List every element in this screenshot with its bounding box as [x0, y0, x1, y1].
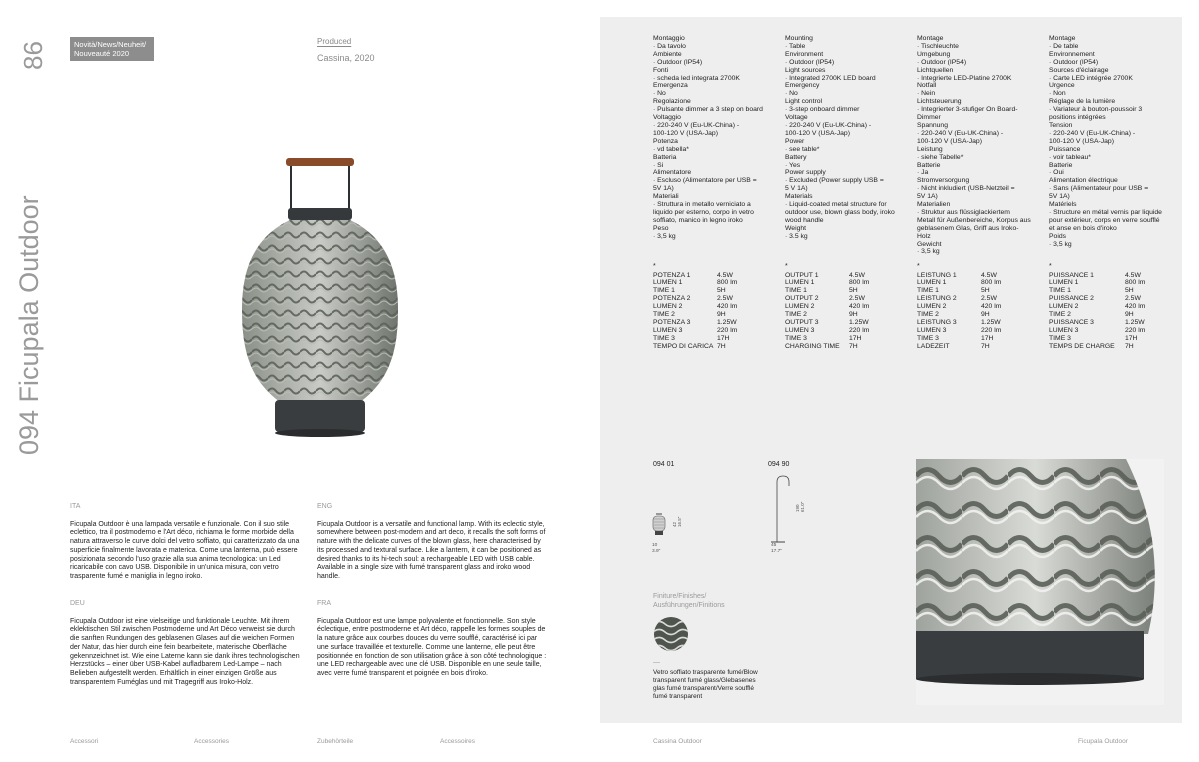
table-row: [1049, 272, 1145, 280]
row-key: OUTPUT 2: [785, 295, 819, 303]
table-row: [1049, 303, 1145, 311]
table-row: [917, 319, 1001, 327]
row-key: PUISSANCE 3: [1049, 318, 1094, 326]
table-row: [785, 335, 869, 343]
text-deu-body: Ficupala Outdoor ist eine vielseitige und funktionale Leuchte. Mit ihrem eklektischen Stil zwischen Postmoderne und Art Déco verweist sie durch die sanften Rundungen des geblasenen Glases auf die weichen Formen der Natur, das hier durch eine fein bearbeitete, materische Oberfläche gekennzeichnet ist. Wie eine Laterne kann sie dank ihres technologischen Herzstücks – einer über USB-Kabel aufladbarem Led-Lampe – nach Belieben aufgestellt werden. Erhältlich in einer einzigen Größe aus transparentem Fuméglas und mit Tragegriff aus Iroko-Holz.: [70, 617, 300, 687]
new-badge-line2: Nouveauté 2020: [74, 49, 130, 58]
table-row: [653, 311, 737, 319]
row-value: 2.5W: [1125, 295, 1141, 303]
model-drawing-09490: [765, 470, 815, 560]
table-row: [653, 335, 737, 343]
table-row: [785, 343, 869, 351]
table-row: [785, 272, 869, 280]
dim-height-cm: 42: [672, 521, 677, 527]
row-key: LUMEN 2: [917, 303, 947, 311]
row-value: 9H: [1125, 311, 1134, 319]
table-row: [917, 279, 1001, 287]
text-fra: [317, 600, 547, 679]
dim-width-cm: 45: [771, 543, 777, 548]
lamp-illustration: [220, 150, 420, 450]
row-key: TIME 1: [785, 287, 807, 295]
finishes-desc-1: Vetro soffiato trasparente fumé/Blow: [653, 668, 758, 676]
table-row: [917, 327, 1001, 335]
row-value: 220 lm: [717, 326, 738, 334]
row-key: LUMEN 3: [917, 326, 947, 334]
row-key: LUMEN 1: [1049, 279, 1079, 287]
dim-width-cm: 10: [652, 543, 658, 548]
lamp-glass-body: [242, 220, 398, 402]
page-number: 86: [18, 41, 48, 70]
model-drawing-09401: [650, 505, 690, 555]
table-row: [785, 303, 869, 311]
power-table-fra: [1049, 263, 1145, 351]
finishes-block: [653, 593, 773, 701]
table-row: [653, 272, 737, 280]
row-key: TIME 3: [1049, 334, 1071, 342]
row-value: 9H: [849, 311, 858, 319]
row-value: 17H: [717, 334, 730, 342]
row-value: 9H: [981, 311, 990, 319]
text-fra-body: Ficupala Outdoor est une lampe polyvalente et fonctionnelle. Son style éclectique, entre postmoderne et Art déco, rappelle les formes souples de la nature grâce aux courbes douces du verre soufflé, caractérisé ici par une surface travaillée et texturelle. Comme une lanterne, elle peut être positionnée en fonction de son utilisation grâce à son côté technologique : une LED rechargeable avec une clé USB. Disponible en une seule taille, avec verre fumé transparent et poignée en bois d'iroko.: [317, 617, 547, 678]
finishes-desc-3: glas fumé transparent/Verre soufflé: [653, 684, 755, 692]
footer-accessori: Accessori: [70, 738, 99, 745]
power-table-eng: [785, 263, 869, 351]
dim-width-in: 17.7": [771, 548, 783, 554]
row-value: 1.25W: [981, 318, 1001, 326]
table-star: *: [917, 263, 920, 270]
text-ita: [70, 503, 300, 582]
text-ita-label: ITA: [70, 503, 81, 510]
row-key: POTENZA 3: [653, 318, 691, 326]
row-value: 220 lm: [1125, 326, 1146, 334]
table-row: [785, 311, 869, 319]
row-value: 800 lm: [717, 279, 738, 287]
table-row: [1049, 287, 1145, 295]
row-key: OUTPUT 3: [785, 318, 819, 326]
row-key: TIME 2: [653, 311, 675, 319]
row-key: TIME 3: [785, 334, 807, 342]
row-value: 7H: [1125, 342, 1134, 350]
row-key: LUMEN 1: [653, 279, 683, 287]
table-row: [785, 319, 869, 327]
table-row: [653, 327, 737, 335]
power-table-ita: [653, 263, 737, 351]
table-row: [1049, 327, 1145, 335]
row-value: 5H: [717, 287, 726, 295]
row-value: 4.5W: [981, 271, 997, 279]
row-value: 17H: [849, 334, 862, 342]
dim-height-in: 61.0": [800, 501, 805, 512]
row-key: LUMEN 3: [653, 326, 683, 334]
row-value: 800 lm: [1125, 279, 1146, 287]
lamp-base: [275, 400, 365, 437]
table-row: [785, 279, 869, 287]
row-value: 9H: [717, 311, 726, 319]
table-row: [653, 343, 737, 351]
table-row: [1049, 335, 1145, 343]
row-value: 1.25W: [1125, 318, 1145, 326]
finishes-label-2: Ausführungen/Finitions: [653, 601, 725, 609]
table-row: [653, 303, 737, 311]
spec-column-ita: Montaggio · Da tavolo Ambiente · Outdoor (IP54) Fonti · scheda led integrata 2700K Emergenza · No Regolazione · Pulsante dimmer a 3 step on board Voltaggio · 220-240 V (Eu-UK-China) - 100-120 V (USA-Jap) Potenza · vd tabella* Batteria · Si Alimentatore · Escluso (Alimentatore per USB = 5V 1A) Materiali · Struttura in metallo verniciato a liquido per esterno, corpo in vetro soffiato, manico in legno iroko Peso · 3,5 kg: [653, 35, 763, 240]
table-row: [917, 311, 1001, 319]
table-row: [785, 287, 869, 295]
spec-column-eng: Mounting · Table Environment · Outdoor (IP54) Light sources · Integrated 2700K LED board Emergency · No Light control · 3-step onboard dimmer Voltage · 220-240 V (Eu-UK-China) - 100-120 V (USA-Jap) Power · see table* Battery · Yes Power supply · Excluded (Power supply USB = 5 V 1A) Materials · Liquid-coated metal structure for outdoor use, blown glass body, iroko wood handle Weight · 3.5 kg: [785, 35, 895, 240]
table-row: [917, 335, 1001, 343]
table-row: [917, 303, 1001, 311]
produced-block: [317, 37, 375, 63]
footer-zubehoerteile: Zubehörteile: [317, 738, 354, 745]
table-rows: [785, 272, 869, 351]
row-key: LUMEN 2: [785, 303, 815, 311]
model-code-09490: 094 90: [768, 461, 790, 468]
finishes-dash: —: [653, 659, 660, 666]
text-fra-label: FRA: [317, 600, 331, 607]
row-key: TEMPS DE CHARGE: [1049, 342, 1115, 350]
row-key: TIME 1: [1049, 287, 1071, 295]
text-eng-body: Ficupala Outdoor is a versatile and functional lamp. With its eclectic style, somewhere between post-modern and art deco, it recalls the soft forms of nature with the delicate curves of the blown glass, here characterised by its processed and textural surface. Like a lantern, it can be positioned as desired thanks to its hi-tech soul: a rechargeable LED with USB cable. Available in a single size with fumé transparent glass and iroko wood handle.: [317, 520, 546, 581]
dim-width: [771, 543, 782, 554]
row-key: LEISTUNG 1: [917, 271, 957, 279]
text-eng-label: ENG: [317, 503, 333, 510]
table-star: *: [653, 263, 656, 270]
finishes-desc-2: transparent fumé glass/Glebasenes: [653, 676, 756, 684]
row-key: PUISSANCE 1: [1049, 271, 1094, 279]
row-value: 1.25W: [717, 318, 737, 326]
row-key: TIME 3: [653, 334, 675, 342]
row-key: LUMEN 1: [917, 279, 947, 287]
table-row: [917, 295, 1001, 303]
row-key: LUMEN 3: [785, 326, 815, 334]
detail-photo: [916, 459, 1164, 705]
lamp-cap: [288, 208, 352, 220]
dim-width-in: 3.9": [652, 548, 661, 554]
row-key: TIME 1: [917, 287, 939, 295]
row-value: 5H: [1125, 287, 1134, 295]
row-value: 800 lm: [849, 279, 870, 287]
row-key: LUMEN 1: [785, 279, 815, 287]
finishes-label-1: Finiture/Finishes/: [653, 593, 707, 600]
lamp-handle: [286, 158, 354, 210]
row-value: 2.5W: [717, 295, 733, 303]
spec-column-fra: Montage · De table Environnement · Outdoor (IP54) Sources d'éclairage · Carte LED intégrée 2700K Urgence · Non Réglage de la lumière · Variateur à bouton-poussoir 3 positions intégrées Tension · 220-240 V (Eu-UK-China) - 100-120 V (USA-Jap) Puissance · voir tableau* Batterie · Oui Alimentation électrique · Sans (Alimentateur pour USB = 5V 1A) Matériels · Structure en métal vernis par liquide pour extérieur, corps en verre soufflé et anse en bois d'iroko Poids · 3,5 kg: [1049, 35, 1162, 248]
row-key: CHARGING TIME: [785, 342, 840, 350]
row-value: 220 lm: [981, 326, 1002, 334]
row-value: 2.5W: [849, 295, 865, 303]
produced-value: Cassina, 2020: [317, 53, 375, 63]
table-row: [917, 287, 1001, 295]
table-row: [653, 319, 737, 327]
row-key: LUMEN 2: [1049, 303, 1079, 311]
new-badge: [70, 37, 154, 61]
product-vertical-title: 094 Ficupala Outdoor: [14, 195, 44, 455]
row-key: TIME 3: [917, 334, 939, 342]
row-value: 2.5W: [981, 295, 997, 303]
row-value: 420 lm: [717, 303, 738, 311]
row-value: 7H: [981, 342, 990, 350]
row-key: OUTPUT 1: [785, 271, 819, 279]
row-value: 5H: [849, 287, 858, 295]
table-star: *: [1049, 263, 1052, 270]
row-key: TIME 2: [785, 311, 807, 319]
row-value: 4.5W: [1125, 271, 1141, 279]
table-rows: [917, 272, 1001, 351]
row-value: 4.5W: [849, 271, 865, 279]
dim-height: [672, 517, 682, 527]
glass-finish-swatch: [653, 616, 689, 652]
row-value: 420 lm: [1125, 303, 1146, 311]
table-lamp-icon: [652, 513, 666, 537]
table-row: [917, 343, 1001, 351]
footer-accessories: Accessories: [194, 738, 230, 745]
row-value: 17H: [981, 334, 994, 342]
text-eng: [317, 503, 547, 582]
dim-height-cm: 190: [795, 504, 800, 512]
row-key: LUMEN 2: [653, 303, 683, 311]
text-ita-body: Ficupala Outdoor è una lampada versatile e funzionale. Con il suo stile eclettico, tra il postmoderno e l'Art déco, richiama le forme morbide della natura attraverso le curve dolci del vetro soffiato, qui caratterizzato da una superficie finalmente lavorata e materica. Come una lanterna, può essere posizionata secondo l'uso grazie alla sua anima tecnologica: un Led ricaricabile con cavo USB. Disponibile in un'unica misura, con vetro trasparente fumé e maniglia in legno iroko.: [70, 520, 300, 581]
row-value: 1.25W: [849, 318, 869, 326]
finishes-desc-4: fumé transparent: [653, 692, 703, 700]
row-key: LEISTUNG 3: [917, 318, 957, 326]
table-row: [653, 279, 737, 287]
model-code-09401: 094 01: [653, 461, 675, 468]
row-key: TIME 2: [1049, 311, 1071, 319]
table-row: [653, 295, 737, 303]
table-row: [1049, 319, 1145, 327]
footer-accessoires: Accessoires: [440, 738, 476, 745]
floor-stand-icon: [767, 474, 797, 544]
row-key: LEISTUNG 2: [917, 295, 957, 303]
table-row: [1049, 279, 1145, 287]
row-value: 220 lm: [849, 326, 870, 334]
table-row: [785, 327, 869, 335]
table-row: [1049, 343, 1145, 351]
row-value: 800 lm: [981, 279, 1002, 287]
table-row: [1049, 295, 1145, 303]
row-value: 7H: [717, 342, 726, 350]
table-star: *: [785, 263, 788, 270]
dim-height-in: 16.5": [677, 516, 682, 527]
footer-collection: Cassina Outdoor: [653, 738, 702, 745]
row-value: 5H: [981, 287, 990, 295]
row-value: 7H: [849, 342, 858, 350]
text-deu: [70, 600, 300, 688]
row-key: TEMPO DI CARICA: [653, 342, 714, 350]
new-badge-line1: Novità/News/Neuheit/: [74, 40, 147, 49]
power-table-deu: [917, 263, 1001, 351]
produced-label: Produced: [317, 37, 352, 46]
row-key: LUMEN 3: [1049, 326, 1079, 334]
row-key: POTENZA 2: [653, 295, 691, 303]
row-key: PUISSANCE 2: [1049, 295, 1094, 303]
dim-width: [652, 543, 660, 554]
table-rows: [1049, 272, 1145, 351]
row-key: TIME 2: [917, 311, 939, 319]
spec-column-deu: Montage · Tischleuchte Umgebung · Outdoor (IP54) Lichtquellen · Integrierte LED-Platine 2700K Notfall · Nein Lichtsteuerung · Integrierter 3-stufiger On Board- Dimmer Spannung · 220-240 V (Eu-UK-China) - 100-120 V (USA-Jap) Leistung · siehe Tabelle* Batterie · Ja Stromversorgung · Nicht inkludiert (USB-Netzteil = 5V 1A) Materialien · Struktur aus flüssiglackiertem Metall für Außenbereiche, Korpus aus geblasenem Glas, Griff aus Iroko- Holz Gewicht · 3,5 kg: [917, 35, 1031, 256]
row-value: 17H: [1125, 334, 1138, 342]
dim-height: [795, 502, 805, 512]
table-row: [785, 295, 869, 303]
footer-product: Ficupala Outdoor: [1078, 738, 1128, 745]
table-row: [653, 287, 737, 295]
row-value: 4.5W: [717, 271, 733, 279]
row-key: POTENZA 1: [653, 271, 691, 279]
table-row: [1049, 311, 1145, 319]
row-key: LADEZEIT: [917, 342, 950, 350]
finishes-desc: [653, 669, 773, 701]
row-key: TIME 1: [653, 287, 675, 295]
row-value: 420 lm: [981, 303, 1002, 311]
table-rows: [653, 272, 737, 351]
row-value: 420 lm: [849, 303, 870, 311]
table-row: [917, 272, 1001, 280]
text-deu-label: DEU: [70, 600, 85, 607]
glass-detail-icon: [916, 459, 1164, 705]
